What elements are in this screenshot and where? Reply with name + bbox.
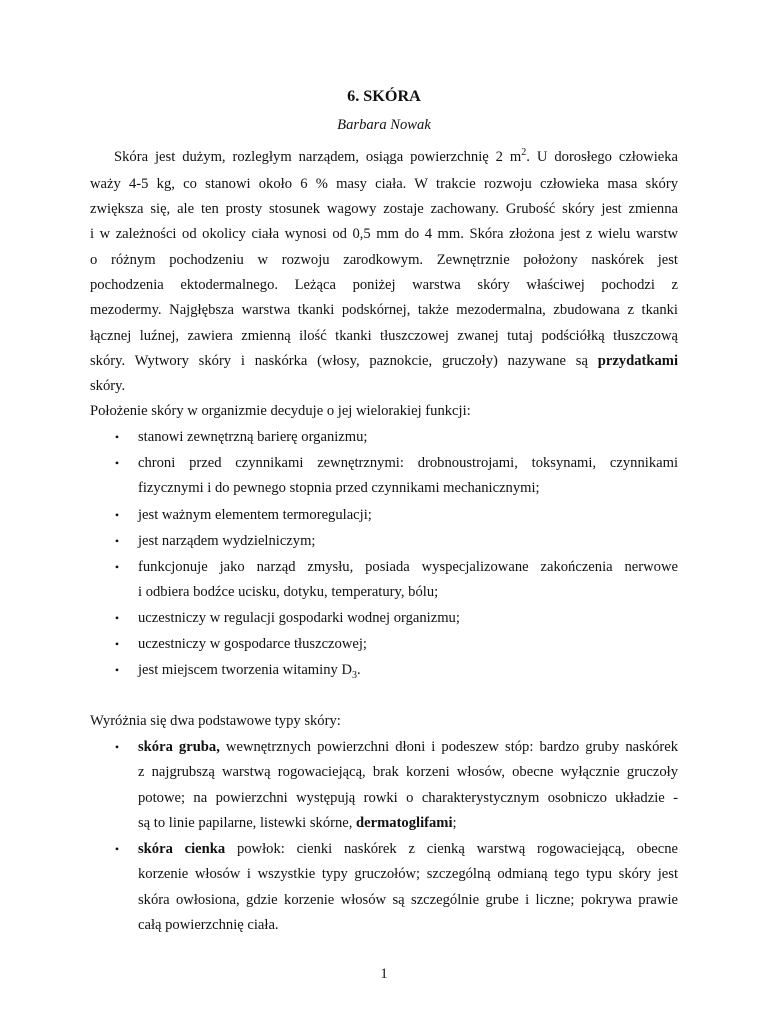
function-item-5: funkcjonuje jako narząd zmysłu, posiada wyspecjalizowane zakończenia nerwowe — [138, 559, 678, 575]
function-item-2: chroni przed czynnikami zewnętrznymi: drobnoustrojami, toksynami, czynnikami — [138, 455, 678, 471]
bullet-icon: • — [114, 534, 120, 548]
bullet-icon: • — [114, 740, 120, 754]
function-item-3: jest ważnym elementem termoregulacji; — [138, 507, 372, 523]
function-item-1: stanowi zewnętrzną barierę organizmu; — [138, 429, 368, 445]
intro-line-2: waży 4-5 kg, co stanowi około 6 % masy ciała. W trakcie rozwoju człowieka masa skóry — [90, 176, 678, 192]
type-item-2-line-2: korzenie włosów i wszystkie typy gruczołów; szczególną odmianą tego typu skóry jest — [138, 866, 678, 882]
function-item-2-cont: fizycznymi i do pewnego stopnia przed czynnikami mechanicznymi; — [138, 480, 540, 496]
type-item-2-line-3: skóra owłosiona, gdzie korzenie włosów są szczególnie grube i liczne; pokrywa prawie — [138, 892, 678, 908]
intro-line-1: Skóra jest dużym, rozległym narządem, osiąga powierzchnię 2 $m^2$. U dorosłego człowieka — [114, 147, 678, 165]
types-intro: Wyróżnia się dwa podstawowe typy skóry: — [90, 713, 341, 729]
type-item-1-line-4: są to linie papilarne, listewki skórne, dermatoglifami; — [138, 815, 457, 831]
intro-line-4: i w zależności od okolicy ciała wynosi od 0,5 mm do 4 mm. Skóra złożona jest z wielu warstw — [90, 226, 678, 242]
chapter-title: 6. SKÓRA — [347, 87, 421, 105]
intro-line-8: łącznej luźnej, zawiera zmienną ilość tkanki tłuszczowej zwanej tutaj podściółką tłuszczową — [90, 328, 678, 344]
type-item-1: skóra gruba, wewnętrznych powierzchni dłoni i podeszew stóp: bardzo gruby naskórek — [138, 739, 678, 755]
bullet-icon: • — [114, 456, 120, 470]
type-item-2: skóra cienka powłok: cienki naskórek z cienką warstwą rogowaciejącą, obecne — [138, 841, 678, 857]
bullet-icon: • — [114, 611, 120, 625]
intro-line-7: mezodermy. Najgłębsza warstwa tkanki podskórnej, także mezodermalna, zbudowana z tkanki — [90, 302, 678, 318]
intro-line-6: pochodzenia ektodermalnego. Leżąca poniżej warstwa skóry właściwej pochodzi z — [90, 277, 678, 293]
author-name: Barbara Nowak — [337, 117, 431, 133]
function-item-7: uczestniczy w gospodarce tłuszczowej; — [138, 636, 367, 652]
intro-line-3: zwiększa się, ale ten prosty stosunek wagowy zostaje zachowany. Grubość skóry jest zmienna — [90, 201, 678, 217]
bullet-icon: • — [114, 663, 120, 677]
intro-line-5: o różnym pochodzeniu w rozwoju zarodkowym. Zewnętrznie położony naskórek jest — [90, 252, 678, 268]
bullet-icon: • — [114, 430, 120, 444]
functions-intro: Położenie skóry w organizmie decyduje o jej wielorakiej funkcji: — [90, 403, 471, 419]
type-item-2-line-4: całą powierzchnię ciała. — [138, 917, 279, 933]
bullet-icon: • — [114, 842, 120, 856]
intro-line-10: skóry. — [90, 378, 126, 394]
function-item-6: uczestniczy w regulacji gospodarki wodnej organizmu; — [138, 610, 460, 626]
bullet-icon: • — [114, 637, 120, 651]
type-item-1-line-3: potowe; na powierzchni występują rowki o charakterystycznym osobniczo układzie - — [138, 790, 678, 806]
bullet-icon: • — [114, 560, 120, 574]
page-number: 1 — [380, 966, 388, 982]
type-item-1-line-2: z najgrubszą warstwą rogowaciejącą, brak korzeni włosów, obecne wyłącznie gruczoły — [138, 764, 678, 780]
function-item-5-cont: i odbiera bodźce ucisku, dotyku, temperatury, bólu; — [138, 584, 439, 600]
function-item-4: jest narządem wydzielniczym; — [138, 533, 316, 549]
bullet-icon: • — [114, 508, 120, 522]
function-item-8: jest miejscem tworzenia witaminy $D_3$. — [138, 662, 361, 681]
intro-line-9: skóry. Wytwory skóry i naskórka (włosy, paznokcie, gruczoły) nazywane są przydatkami — [90, 353, 678, 369]
